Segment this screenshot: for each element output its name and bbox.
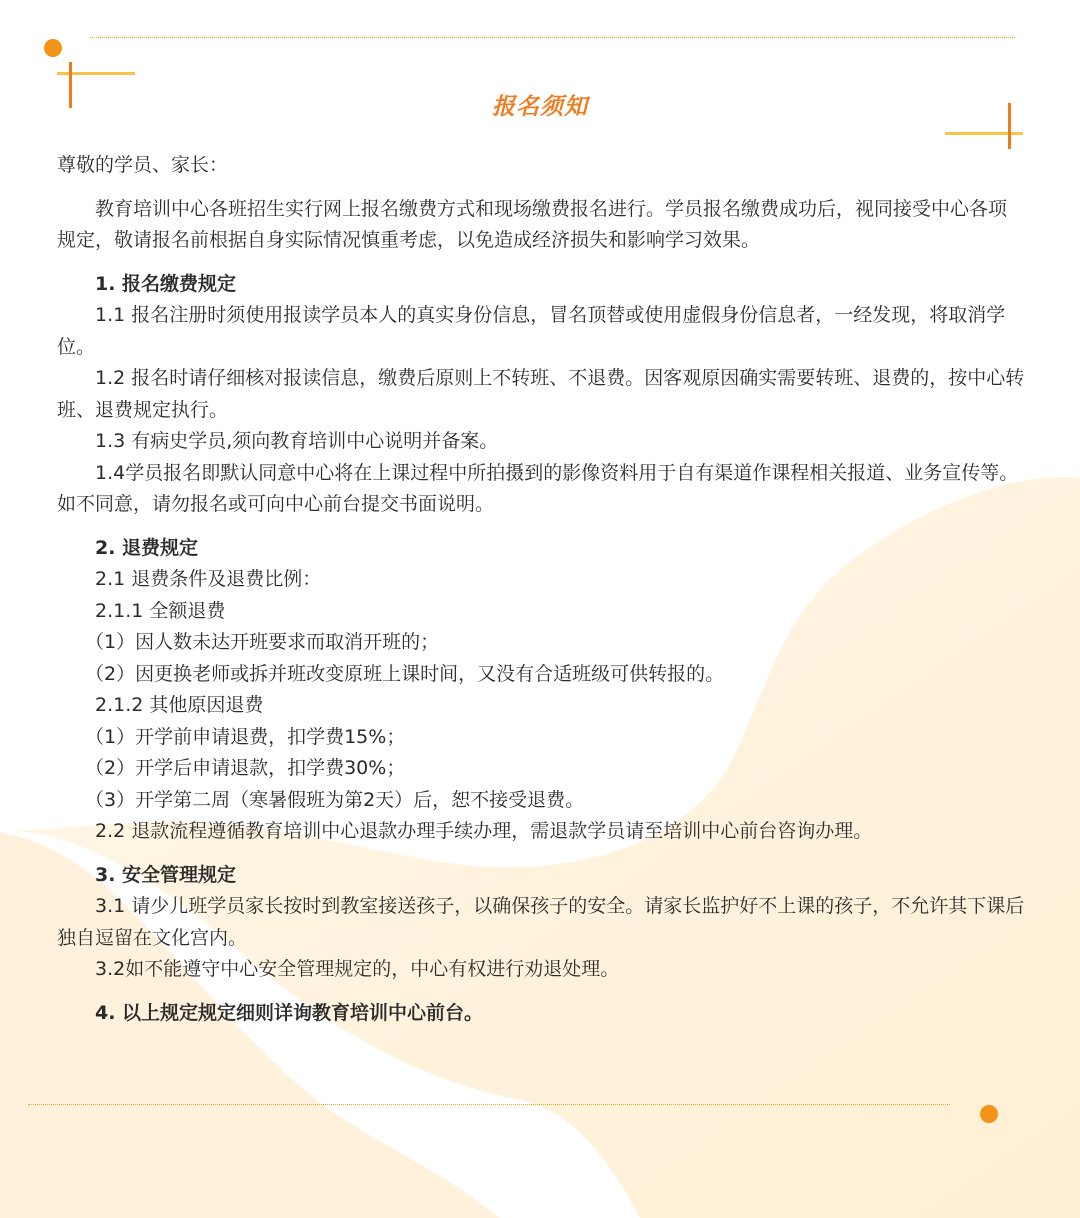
section3-item: 3.1 请少儿班学员家长按时到教室接送孩子，以确保孩子的安全。请家长监护好不上课的孩子，不允许其下课后独自逗留在文化宫内。 <box>57 895 1025 949</box>
page-title: 报名须知 <box>492 94 588 120</box>
section2-heading: 2. 退费规定 <box>95 536 199 559</box>
other-refund-item: （2）开学后申请退款，扣学费30%； <box>85 757 406 779</box>
bottom-dotted-line <box>28 1104 950 1105</box>
section3-item: 3.2如不能遵守中心安全管理规定的，中心有权进行劝退处理。 <box>95 958 620 980</box>
section4-heading: 4. 以上规定规定细则详询教育培训中心前台。 <box>95 1001 484 1024</box>
top-dotted-line <box>90 37 1015 38</box>
other-refund-item: （3）开学第二周（寒暑假班为第2天）后，恕不接受退费。 <box>85 788 585 811</box>
other-refund-item: （1）开学前申请退费，扣学费15%； <box>85 725 406 748</box>
section2-line-2-1-2: 2.1.2 其他原因退费 <box>95 694 264 716</box>
section1-item: 1.1 报名注册时须使用报读学员本人的真实身份信息，冒名顶替或使用虚假身份信息者，一经发现，将取消学位。 <box>57 304 1006 358</box>
notice-body <box>57 150 1025 1029</box>
intro-paragraph: 教育培训中心各班招生实行网上报名缴费方式和现场缴费报名进行。学员报名缴费成功后，视同接受中心各项规定，敬请报名前根据自身实际情况慎重考虑，以免造成经济损失和影响学习效果。 <box>57 197 1008 251</box>
section3-heading: 3. 安全管理规定 <box>95 863 237 886</box>
section2-line-2-2: 2.2 退款流程遵循教育培训中心退款办理手续办理，需退款学员请至培训中心前台咨询办理。 <box>95 820 873 842</box>
section1-item: 1.3 有病史学员,须向教育培训中心说明并备案。 <box>95 430 499 452</box>
full-refund-item: （2）因更换老师或拆并班改变原班上课时间，又没有合适班级可供转报的。 <box>85 662 725 685</box>
section1-heading: 1. 报名缴费规定 <box>95 272 237 295</box>
full-refund-item: （1）因人数未达开班要求而取消开班的； <box>85 631 440 653</box>
top-left-dot <box>44 39 62 57</box>
top-right-horizontal-line <box>945 132 1023 135</box>
greeting: 尊敬的学员、家长： <box>57 154 229 176</box>
bottom-right-dot <box>980 1105 998 1123</box>
section2-line-2-1: 2.1 退费条件及退费比例： <box>95 568 322 590</box>
section1-item: 1.4学员报名即默认同意中心将在上课过程中所拍摄到的影像资料用于自有渠道作课程相关报道、业务宣传等。如不同意，请勿报名或可向中心前台提交书面说明。 <box>57 461 1019 515</box>
section2-line-2-1-1: 2.1.1 全额退费 <box>95 599 226 622</box>
section1-item: 1.2 报名时请仔细核对报读信息，缴费后原则上不转班、不退费。因客观原因确实需要转班、退费的，按中心转班、退费规定执行。 <box>57 367 1025 421</box>
